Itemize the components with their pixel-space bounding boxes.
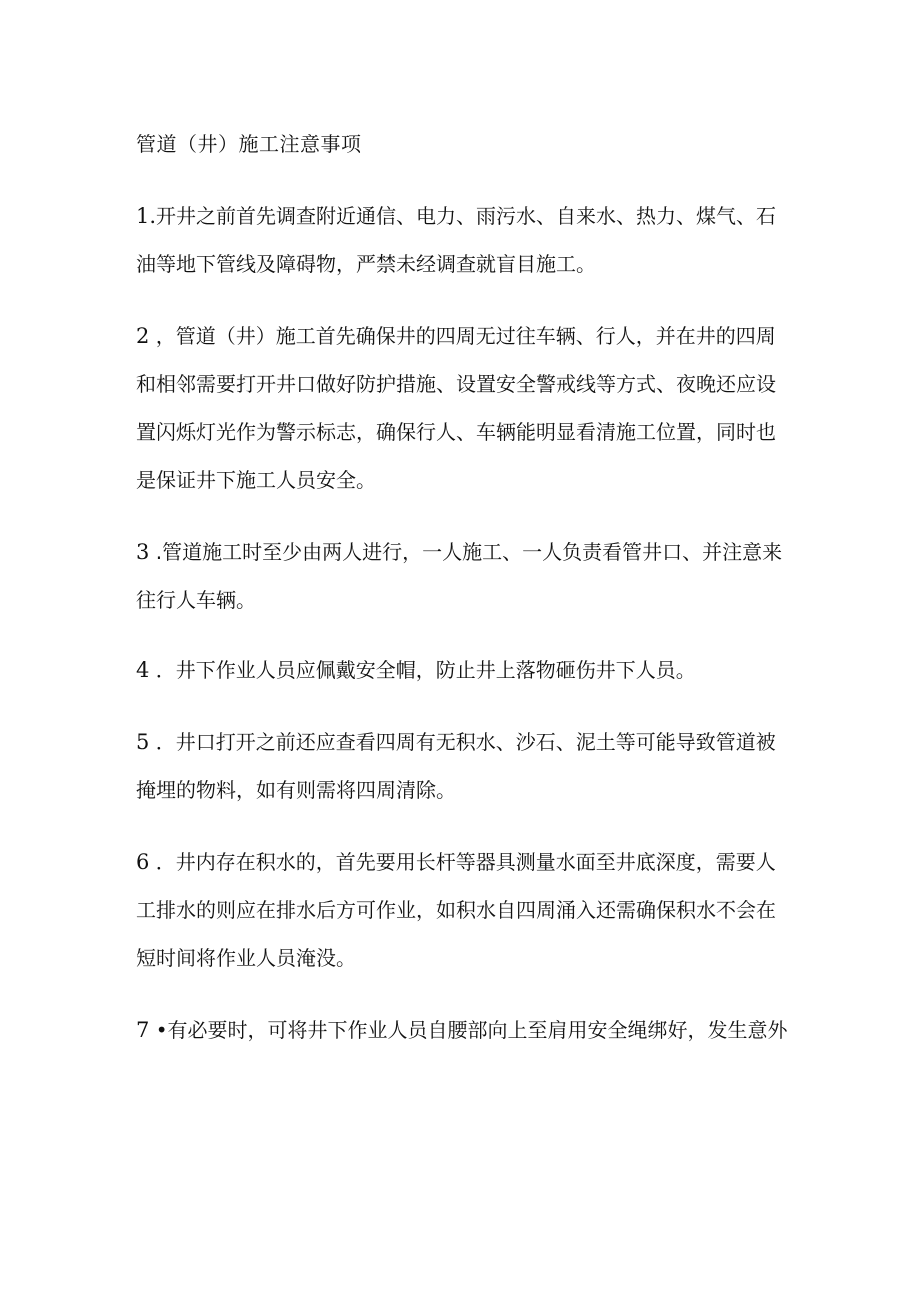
list-item-3 [136, 528, 796, 624]
item-text-line: ．井下作业人员应佩戴安全帽，防止井上落物砸伤井下人员。 [149, 658, 696, 682]
item-text-line: ，管道（井）施工首先确保井的四周无过往车辆、行人，并在井的四周 [149, 324, 776, 348]
list-item-5 [136, 718, 796, 814]
item-number: 4 [136, 658, 150, 682]
item-number: 5 [136, 730, 150, 754]
item-text-line: 油等地下管线及障碍物，严禁未经调查就盲目施工。 [136, 252, 596, 276]
item-text-line: 往行人车辆。 [136, 588, 256, 612]
item-text-line: 掩埋的物料，如有则需将四周清除。 [136, 778, 456, 802]
item-text-line: 置闪烁灯光作为警示标志，确保行人、车辆能明显看清施工位置，同时也 [136, 420, 776, 444]
list-item-4 [136, 646, 796, 694]
list-item-2 [136, 312, 796, 504]
item-text-line: 开井之前首先调查附近通信、电力、雨污水、自来水、热力、煤气、石 [156, 204, 777, 228]
item-text-line: 短时间将作业人员淹没。 [136, 946, 356, 970]
item-number: 6 [136, 850, 150, 874]
item-text-line: .管道施工时至少由两人进行，一人施工、一人负责看管井口、并注意来 [149, 540, 783, 564]
item-text-line: 是保证井下施工人员安全。 [136, 468, 376, 492]
list-item-6 [136, 838, 796, 982]
item-number: 2 [136, 324, 150, 348]
item-text-line: •有必要时，可将井下作业人员自腰部向上至肩用安全绳绑好，发生意外 [149, 1018, 788, 1042]
document-title: 管道（井）施工注意事项 [136, 132, 362, 156]
list-item-1 [136, 192, 796, 288]
item-number: 3 [136, 540, 150, 564]
list-item-7 [136, 1006, 796, 1054]
item-number: 1. [136, 204, 157, 228]
item-text-line: 工排水的则应在排水后方可作业，如积水自四周涌入还需确保积水不会在 [136, 898, 776, 922]
item-text-line: ．井口打开之前还应查看四周有无积水、沙石、泥土等可能导致管道被 [149, 730, 776, 754]
item-number: 7 [136, 1018, 150, 1042]
item-text-line: 和相邻需要打开井口做好防护措施、设置安全警戒线等方式、夜晚还应设 [136, 372, 776, 396]
item-text-line: ．井内存在积水的，首先要用长杆等器具测量水面至井底深度，需要人 [149, 850, 776, 874]
